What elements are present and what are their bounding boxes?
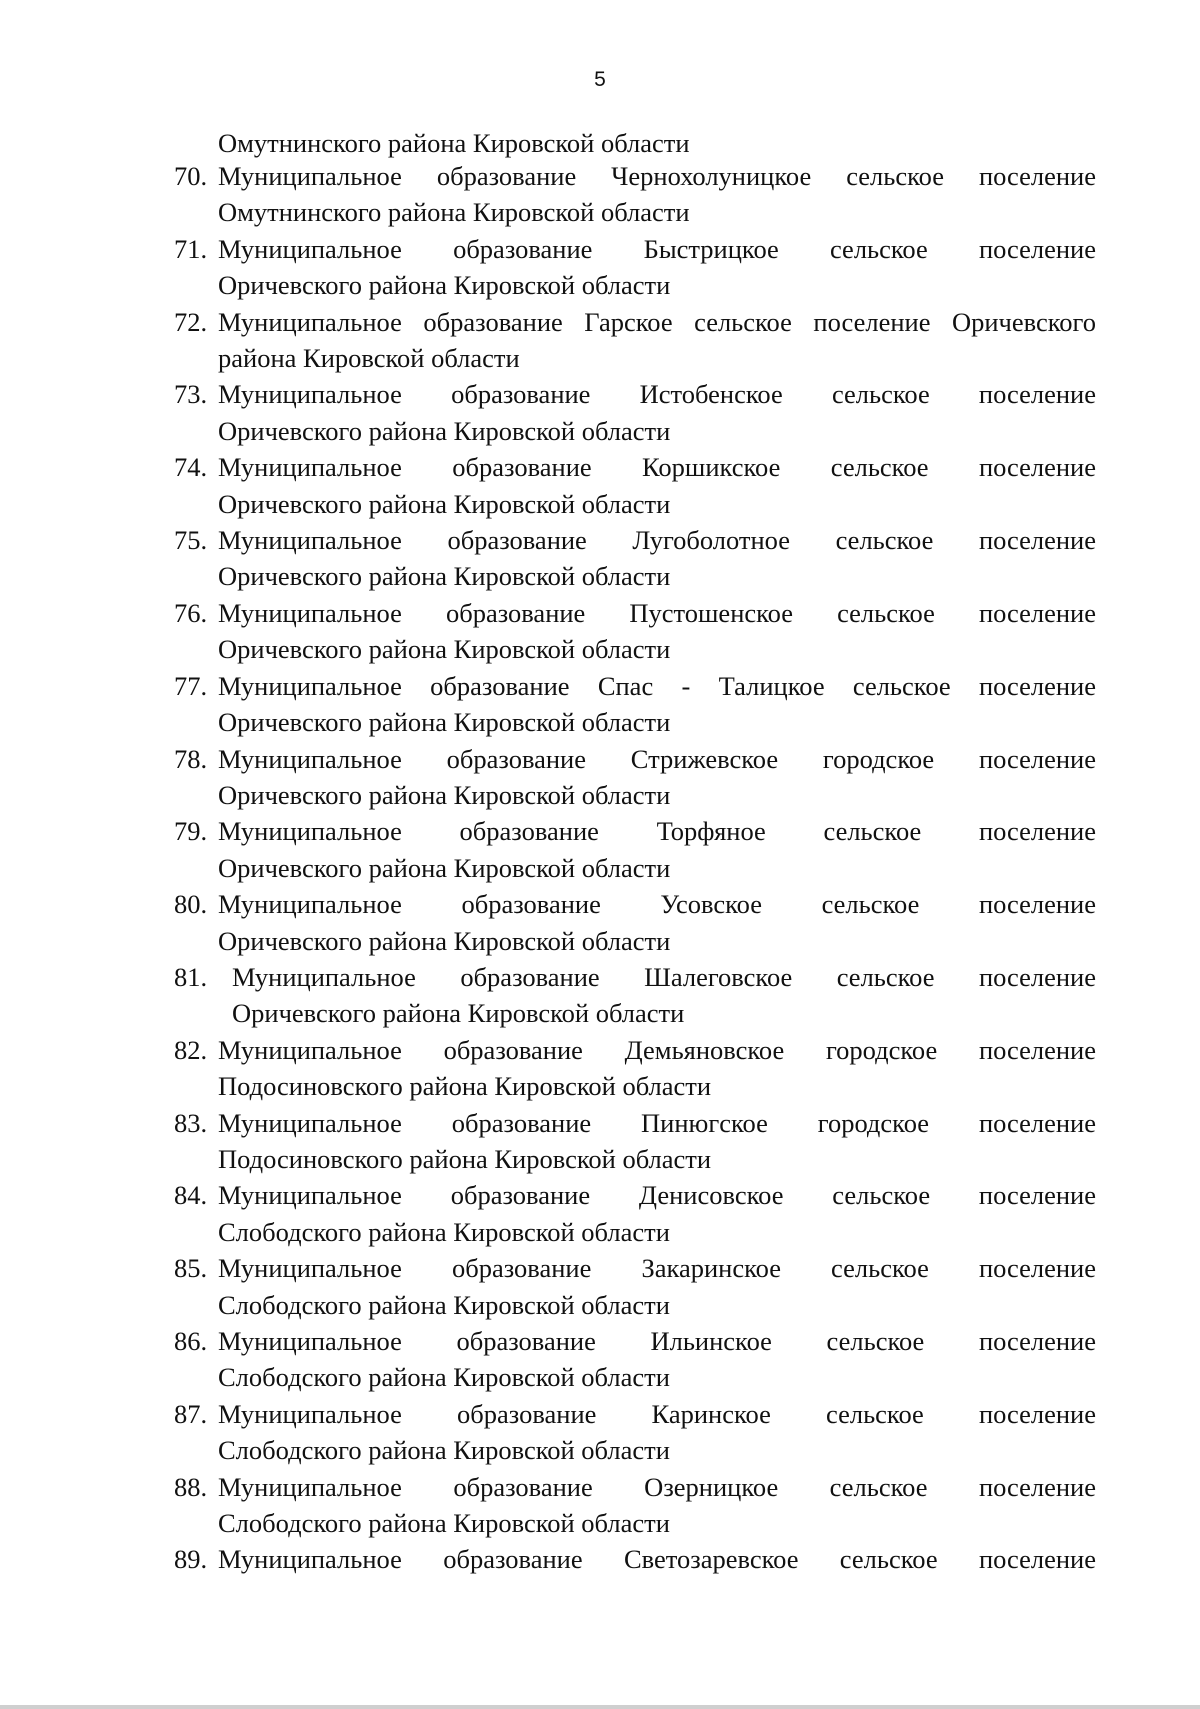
item-line-1: Муниципальное образование Торфяное сельское поселение <box>218 816 1096 847</box>
item-line-1: Муниципальное образование Пинюгское городское поселение <box>218 1107 1096 1138</box>
item-text <box>218 1105 1096 1178</box>
item-line-1: Муниципальное образование Истобенское сельское поселение <box>218 379 1096 410</box>
item-text <box>218 376 1096 449</box>
item-line-2: Оричевского района Кировской области <box>218 561 671 592</box>
item-line-2: Слободского района Кировской области <box>218 1216 670 1247</box>
item-text <box>218 1177 1096 1250</box>
item-line-2: Слободского района Кировской области <box>218 1435 670 1466</box>
list-item <box>174 304 1096 377</box>
item-text <box>218 1250 1096 1323</box>
item-line-2: Оричевского района Кировской области <box>218 779 671 810</box>
item-number: 74. <box>174 452 208 483</box>
item-text <box>232 959 1096 1032</box>
item-line-2: Подосиновского района Кировской области <box>218 1143 712 1174</box>
item-line-2: Оричевского района Кировской области <box>218 925 671 956</box>
item-line-1: Муниципальное образование Усовское сельское поселение <box>218 889 1096 920</box>
scan-edge-line <box>0 1705 1200 1709</box>
item-line-2: Слободского района Кировской области <box>218 1362 670 1393</box>
item-text <box>218 668 1096 741</box>
item-text <box>218 1032 1096 1105</box>
item-text <box>218 1323 1096 1396</box>
item-line-1: Муниципальное образование Гарское сельское поселение Оричевского <box>218 306 1096 337</box>
item-number: 72. <box>174 306 208 337</box>
list-item <box>174 1177 1096 1250</box>
item-number: 85. <box>174 1253 208 1284</box>
item-text <box>218 449 1096 522</box>
list-item <box>174 522 1096 595</box>
item-text <box>218 1396 1096 1469</box>
item-number: 88. <box>174 1471 208 1502</box>
item-line-2: Оричевского района Кировской области <box>232 998 685 1029</box>
list-item <box>174 959 1096 1032</box>
item-number: 80. <box>174 889 208 920</box>
page-number: 5 <box>594 68 606 91</box>
item-line-1: Муниципальное образование Коршикское сельское поселение <box>218 452 1096 483</box>
item-line-2: Оричевского района Кировской области <box>218 270 671 301</box>
item-number: 75. <box>174 525 208 556</box>
item-text <box>218 741 1096 814</box>
item-line-2: Оричевского района Кировской области <box>218 415 671 446</box>
list-item <box>174 1105 1096 1178</box>
item-text <box>218 304 1096 377</box>
list-item <box>174 158 1096 231</box>
item-line-2: Слободского района Кировской области <box>218 1508 670 1539</box>
item-number: 79. <box>174 816 208 847</box>
list-item <box>174 1469 1096 1542</box>
item-number: 77. <box>174 670 208 701</box>
item-line-1: Муниципальное образование Стрижевское городское поселение <box>218 743 1096 774</box>
list-item <box>174 741 1096 814</box>
item-text <box>218 522 1096 595</box>
item-line-2: Оричевского района Кировской области <box>218 852 671 883</box>
item-number: 78. <box>174 743 208 774</box>
item-line-2: Омутнинского района Кировской области <box>218 197 690 228</box>
item-line-2: Оричевского района Кировской области <box>218 707 671 738</box>
item-number: 70. <box>174 161 208 191</box>
list-item <box>174 1323 1096 1396</box>
item-number: 73. <box>174 379 208 410</box>
item-number: 71. <box>174 233 208 264</box>
item-number: 89. <box>174 1544 208 1575</box>
item-line-1: Муниципальное образование Каринское сельское поселение <box>218 1398 1096 1429</box>
item-line-1: Муниципальное образование Озерницкое сельское поселение <box>218 1471 1096 1502</box>
list-item <box>174 376 1096 449</box>
municipality-list <box>174 158 1096 1578</box>
list-item <box>174 1032 1096 1105</box>
item-text <box>218 231 1096 304</box>
item-number: 83. <box>174 1107 208 1138</box>
item-line-2: Оричевского района Кировской области <box>218 634 671 665</box>
item-number: 86. <box>174 1326 208 1356</box>
item-text <box>218 813 1096 886</box>
item-line-1: Муниципальное образование Ильинское сельское поселение <box>218 1326 1096 1356</box>
list-item <box>174 1541 1096 1577</box>
item-line-1: Муниципальное образование Быстрицкое сельское поселение <box>218 233 1096 264</box>
item-text <box>218 886 1096 959</box>
item-line-1: Муниципальное образование Демьяновское городское поселение <box>218 1034 1096 1065</box>
item-line-2: Подосиновского района Кировской области <box>218 1071 712 1102</box>
list-item <box>174 1396 1096 1469</box>
list-item <box>174 449 1096 522</box>
item-line-1: Муниципальное образование Светозаревское сельское поселение <box>218 1544 1096 1575</box>
list-item <box>174 668 1096 741</box>
item-text <box>218 595 1096 668</box>
item-line-1: Муниципальное образование Шалеговское сельское поселение <box>232 961 1096 992</box>
list-item <box>174 886 1096 959</box>
item-line-1: Муниципальное образование Лугоболотное сельское поселение <box>218 525 1096 556</box>
item-number: 82. <box>174 1034 208 1065</box>
item-line-1: Муниципальное образование Спас - Талицкое сельское поселение <box>218 670 1096 701</box>
list-item <box>174 231 1096 304</box>
item-line-2: района Кировской области <box>218 343 520 374</box>
item-number: 87. <box>174 1398 208 1429</box>
item-line-2: Оричевского района Кировской области <box>218 488 671 519</box>
list-item <box>174 595 1096 668</box>
item-number: 81. <box>174 961 208 992</box>
item-line-1: Муниципальное образование Закаринское сельское поселение <box>218 1253 1096 1284</box>
item-number: 76. <box>174 597 208 628</box>
item-line-2: Слободского района Кировской области <box>218 1289 670 1320</box>
continuation-line: Омутнинского района Кировской области <box>218 128 690 158</box>
item-line-1: Муниципальное образование Чернохолуницкое сельское поселение <box>218 161 1096 191</box>
item-text <box>218 1541 1096 1577</box>
item-line-1: Муниципальное образование Денисовское сельское поселение <box>218 1180 1096 1211</box>
list-item <box>174 813 1096 886</box>
list-item <box>174 1250 1096 1323</box>
item-text <box>218 158 1096 231</box>
item-text <box>218 1469 1096 1542</box>
item-number: 84. <box>174 1180 208 1211</box>
item-line-1: Муниципальное образование Пустошенское сельское поселение <box>218 597 1096 628</box>
